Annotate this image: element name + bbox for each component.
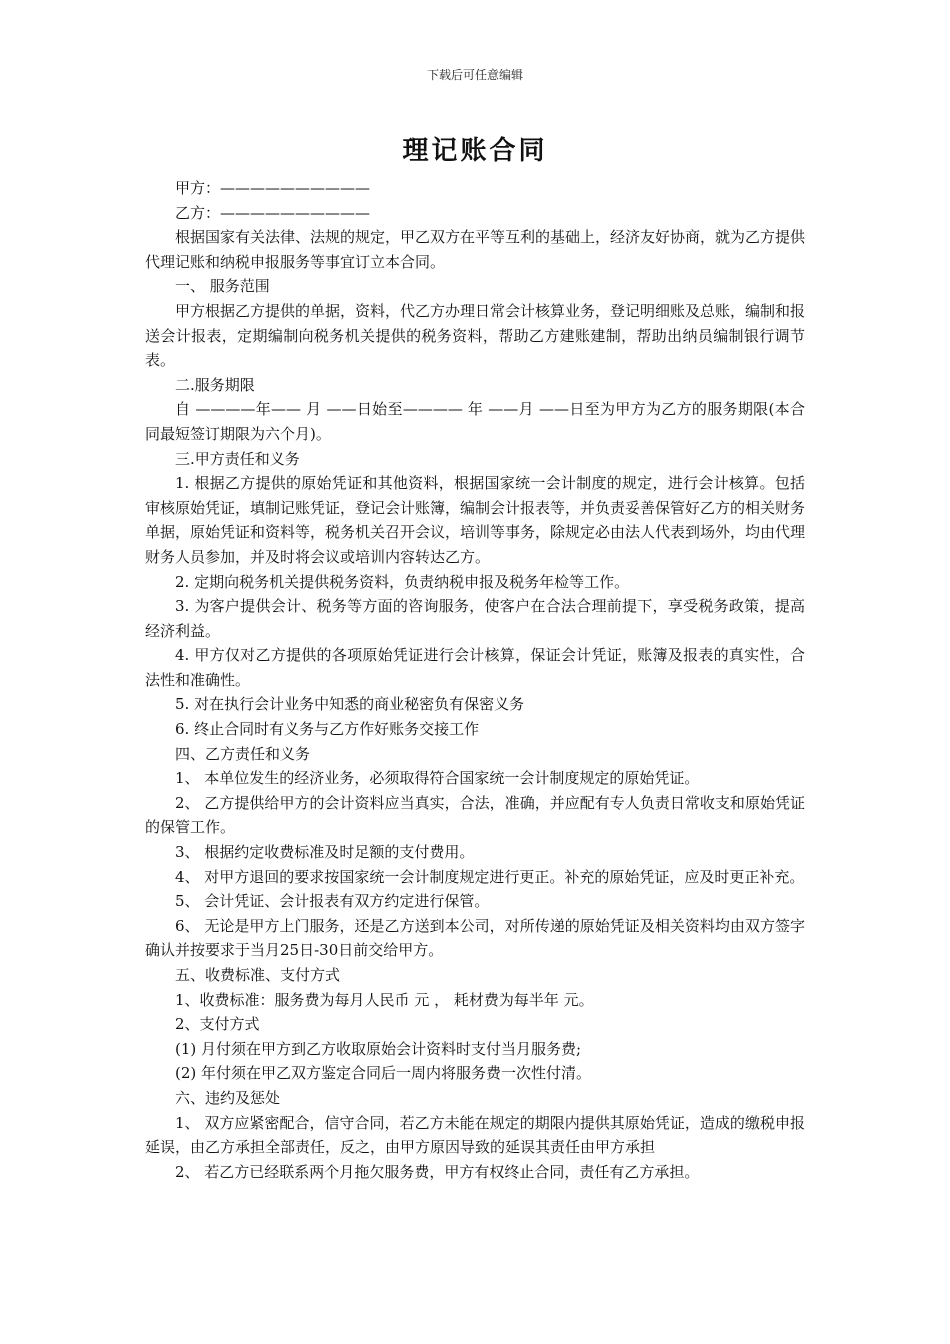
paragraph: 2、 乙方提供给甲方的会计资料应当真实，合法，准确，并应配有专人负责日常收支和原始凭证的保管工作。 <box>145 793 805 837</box>
paragraph: 甲方：—————————— <box>175 179 371 197</box>
paragraph: 二.服务期限 <box>175 375 255 394</box>
paragraph: 2. 定期向税务机关提供税务资料，负责纳税申报及税务年检等工作。 <box>175 572 630 591</box>
document-title: 理记账合同 <box>402 136 548 166</box>
paragraph: 2、 若乙方已经联系两个月拖欠服务费，甲方有权终止合同，责任有乙方承担。 <box>175 1162 700 1181</box>
paragraph: 4. 甲方仅对乙方提供的各项原始凭证进行会计核算，保证会计凭证，账簿及报表的真实性，合法性和准确性。 <box>145 646 805 689</box>
paragraph: 3、 根据约定收费标准及时足额的支付费用。 <box>175 843 475 862</box>
header-note: 下载后可任意编辑 <box>426 68 523 82</box>
paragraph: 5、 会计凭证、会计报表有双方约定进行保管。 <box>175 892 490 911</box>
paragraph: 五、收费标准、支付方式 <box>175 966 341 984</box>
paragraph: 四、乙方责任和义务 <box>175 744 311 763</box>
paragraph: 乙方：—————————— <box>175 203 371 222</box>
paragraph: (1) 月付须在甲方到乙方收取原始会计资料时支付当月服务费; <box>175 1039 582 1058</box>
paragraph: 1、收费标准：服务费为每月人民币 元 ， 耗材费为每半年 元。 <box>175 990 594 1009</box>
paragraph: 1、 双方应紧密配合，信守合同，若乙方未能在规定的期限内提供其原始凭证，造成的缴税申报延误，由乙方承担全部责任，反之，由甲方原因导致的延误其责任由甲方承担 <box>145 1113 805 1157</box>
paragraph: 3. 为客户提供会计、税务等方面的咨询服务，使客户在合法合理前提下，享受税务政策，提高经济利益。 <box>145 597 805 640</box>
paragraph: (2) 年付须在甲乙双方鉴定合同后一周内将服务费一次性付清。 <box>175 1064 592 1083</box>
paragraph: 6. 终止合同时有义务与乙方作好账务交接工作 <box>175 720 480 739</box>
paragraph: 2、支付方式 <box>175 1015 260 1034</box>
paragraph: 一、 服务范围 <box>175 277 270 296</box>
paragraph: 4、 对甲方退回的要求按国家统一会计制度规定进行更正。补充的原始凭证，应及时更正补充。 <box>175 867 805 886</box>
paragraph: 三.甲方责任和义务 <box>175 449 300 468</box>
paragraph: 1、 本单位发生的经济业务，必须取得符合国家统一会计制度规定的原始凭证。 <box>175 769 700 788</box>
paragraph: 5. 对在执行会计业务中知悉的商业秘密负有保密义务 <box>175 695 525 714</box>
document-body <box>145 176 805 1184</box>
paragraph: 6、 无论是甲方上门服务，还是乙方送到本公司，对所传递的原始凭证及相关资料均由双方签字确认并按要求于当月25日-30日前交给甲方。 <box>145 916 805 960</box>
paragraph: 自 ————年—— 月 ——日始至———— 年 ——月 ——日至为甲方为乙方的服务期限(本合同最短签订期限为六个月)。 <box>145 400 805 443</box>
paragraph: 六、违约及惩处 <box>175 1088 281 1107</box>
paragraph: 1. 根据乙方提供的原始凭证和其他资料，根据国家统一会计制度的规定，进行会计核算。包括审核原始凭证，填制记账凭证，登记会计账簿，编制会计报表等，并负责妥善保管好乙方的相关财务单据，原始凭证和资料等，税务机关召开会议，培训等事务，除规定必由法人代表到场外，均由代理财务人员参加，并及时将会议或培训内容转达乙方。 <box>145 474 806 566</box>
paragraph: 根据国家有关法律、法规的规定，甲乙双方在平等互利的基础上，经济友好协商，就为乙方提供代理记账和纳税申报服务等事宜订立本合同。 <box>145 228 806 271</box>
paragraph: 甲方根据乙方提供的单据，资料，代乙方办理日常会计核算业务，登记明细账及总账，编制和报送会计报表，定期编制向税务机关提供的税务资料，帮助乙方建账建制，帮助出纳员编制银行调节表。 <box>145 301 806 370</box>
